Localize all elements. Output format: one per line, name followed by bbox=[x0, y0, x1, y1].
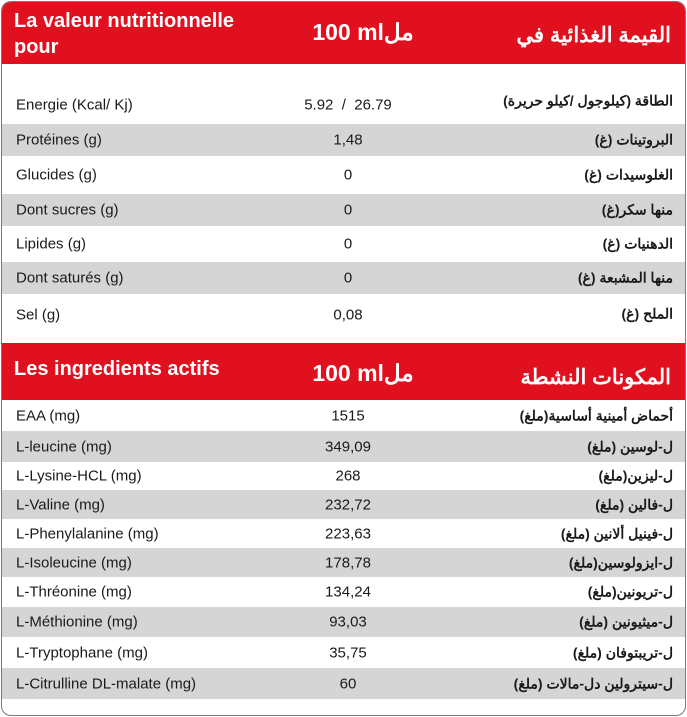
row-arabic-label: ل-سيترولين دل-مالات (ملغ) bbox=[513, 675, 673, 691]
ingredient-row-threonine bbox=[2, 577, 685, 607]
nutrition-row-proteins bbox=[2, 124, 685, 156]
row-label: Dont saturés (g) bbox=[16, 269, 124, 287]
row-arabic-label: ل-ايزولوسين(ملغ) bbox=[568, 554, 673, 570]
nutrition-row-energy bbox=[2, 64, 685, 124]
ingredient-row-leucine bbox=[2, 431, 685, 462]
row-value: 349,09 bbox=[325, 438, 371, 455]
nutrition-row-lipids bbox=[2, 226, 685, 262]
row-arabic-label: ل-تريونين(ملغ) bbox=[587, 583, 673, 600]
row-value: 0,08 bbox=[333, 306, 363, 324]
row-label: L-Valine (mg) bbox=[16, 496, 105, 513]
row-value: 223,63 bbox=[325, 525, 371, 542]
nutrition-row-saturated bbox=[2, 262, 685, 294]
row-label: L-Citrulline DL-malate (mg) bbox=[16, 675, 197, 692]
nutrition-header-french: La valeur nutritionnelle pour bbox=[14, 10, 235, 58]
nutrition-header-quantity: 100 mlمل bbox=[312, 19, 414, 45]
ingredient-row-lysine bbox=[2, 462, 685, 490]
row-arabic-label: البروتينات (غ) bbox=[594, 131, 673, 148]
row-label: L-leucine (mg) bbox=[16, 438, 112, 455]
row-value: 1,48 bbox=[333, 131, 363, 149]
row-value: 178,78 bbox=[325, 554, 371, 571]
row-value: 35,75 bbox=[329, 644, 367, 661]
row-arabic-label: ل-ليزين(ملغ) bbox=[598, 467, 673, 484]
ingredient-row-valine bbox=[2, 490, 685, 519]
row-value: 0 bbox=[343, 166, 353, 184]
row-arabic-label: ل-فالين (ملغ) bbox=[595, 496, 673, 512]
row-arabic-label: ل-ميثيونين (ملغ) bbox=[579, 613, 673, 630]
row-value: 232,72 bbox=[325, 496, 371, 513]
row-label: Protéines (g) bbox=[16, 131, 102, 149]
row-arabic-label: ل-لوسين (ملغ) bbox=[587, 438, 673, 454]
row-value: 0 bbox=[343, 269, 353, 287]
ingredient-row-tryptophan bbox=[2, 637, 685, 668]
row-label: L-Méthionine (mg) bbox=[16, 613, 138, 631]
row-arabic-label: الغلوسيدات (غ) bbox=[584, 166, 673, 183]
ingredient-row-eaa bbox=[2, 400, 685, 431]
row-arabic-label: الملح (غ) bbox=[621, 305, 673, 322]
row-arabic-label: الطاقة (كيلوجول /كيلو حريرة) bbox=[503, 92, 673, 109]
row-arabic-label: أحماض أمينية أساسية(ملغ) bbox=[519, 407, 673, 423]
ingredient-row-phenylalanine bbox=[2, 519, 685, 548]
row-arabic-label: منها سكر(غ) bbox=[601, 201, 673, 218]
nutrition-facts-panel bbox=[1, 1, 686, 716]
row-arabic-label: الدهنيات (غ) bbox=[602, 235, 673, 252]
row-label: L-Phenylalanine (mg) bbox=[16, 525, 159, 542]
ingredient-row-isoleucine bbox=[2, 548, 685, 577]
row-value: 60 bbox=[339, 675, 357, 692]
row-arabic-label: ل-تريبتوفان (ملغ) bbox=[572, 644, 673, 660]
row-value: 5.92 / 26.79 bbox=[304, 96, 392, 114]
ingredients-header-quantity: 100 mlمل bbox=[312, 360, 414, 386]
row-label: L-Isoleucine (mg) bbox=[16, 554, 132, 571]
row-label: Lipides (g) bbox=[16, 235, 87, 253]
nutrition-row-sugars bbox=[2, 194, 685, 226]
ingredients-header-french: Les ingredients actifs bbox=[14, 358, 220, 380]
row-label: EAA (mg) bbox=[16, 407, 81, 424]
row-value: 0 bbox=[343, 201, 353, 219]
row-label: Energie (Kcal/ Kj) bbox=[16, 96, 133, 114]
row-value: 1515 bbox=[331, 407, 365, 424]
row-label: L-Thréonine (mg) bbox=[16, 583, 132, 601]
nutrition-row-salt bbox=[2, 294, 685, 343]
ingredients-header-arabic: المكونات النشطة bbox=[520, 366, 671, 389]
nutrition-row-carbohydrates bbox=[2, 156, 685, 194]
row-arabic-label: ل-فينيل ألانين (ملغ) bbox=[560, 525, 673, 541]
row-label: Dont sucres (g) bbox=[16, 201, 119, 219]
row-label: Glucides (g) bbox=[16, 166, 97, 184]
row-label: L-Tryptophane (mg) bbox=[16, 644, 148, 661]
row-label: Sel (g) bbox=[16, 306, 61, 324]
ingredients-header bbox=[2, 343, 685, 400]
row-value: 93,03 bbox=[329, 613, 367, 631]
row-value: 0 bbox=[343, 235, 353, 253]
nutrition-header-arabic: القيمة الغذائية في bbox=[516, 24, 671, 47]
ingredient-row-citrulline bbox=[2, 668, 685, 699]
row-value: 134,24 bbox=[325, 583, 371, 601]
ingredient-row-methionine bbox=[2, 607, 685, 637]
row-arabic-label: منها المشبعة (غ) bbox=[577, 269, 673, 286]
nutrition-header bbox=[2, 2, 685, 64]
row-value: 268 bbox=[335, 467, 361, 485]
row-label: L-Lysine-HCL (mg) bbox=[16, 467, 142, 485]
